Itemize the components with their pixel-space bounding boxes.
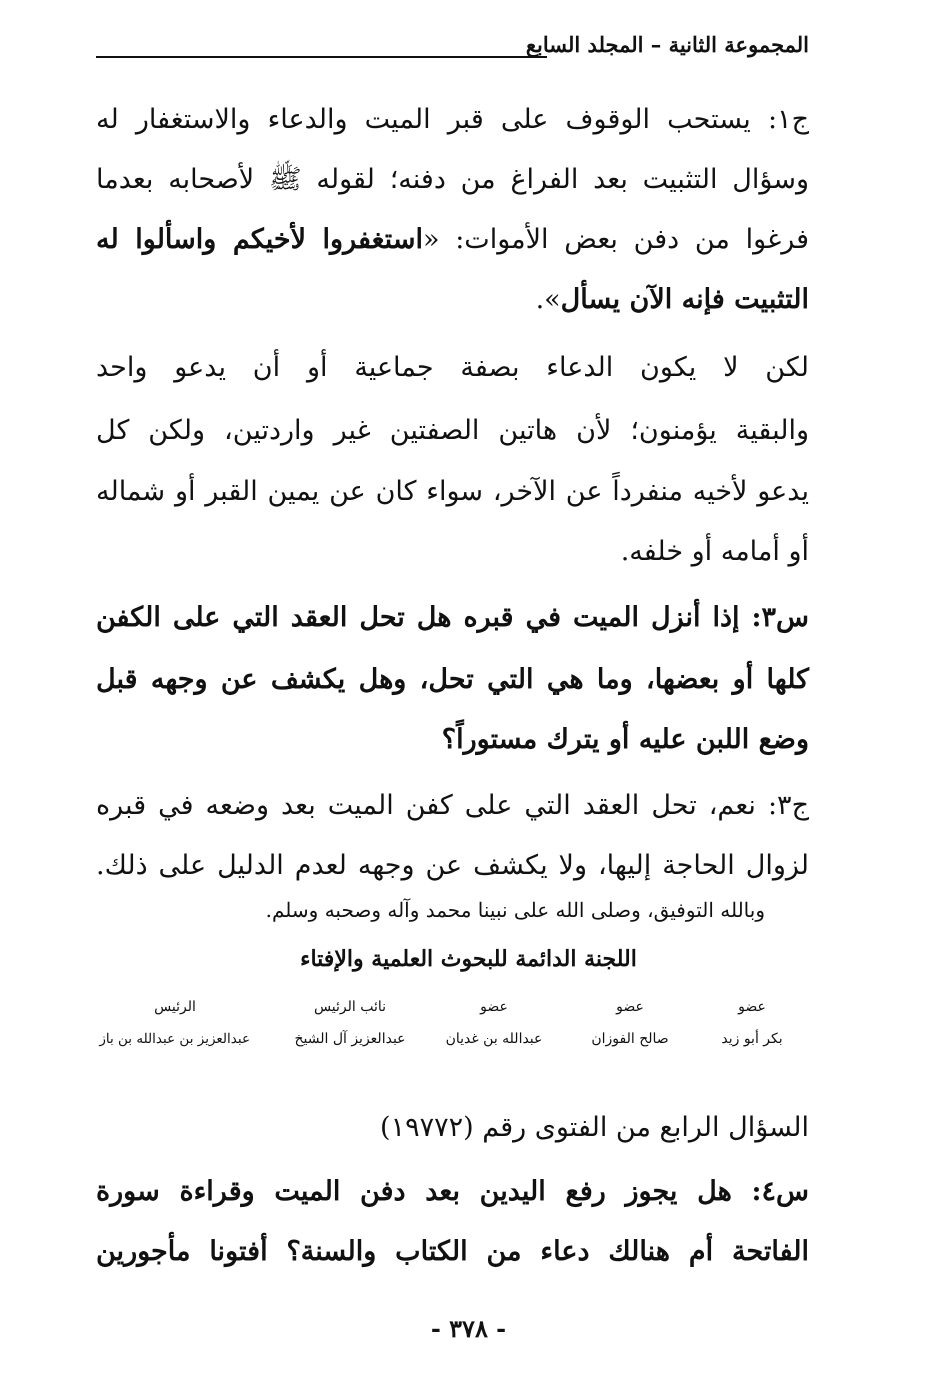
answer2-line-1: لكن لا يكون الدعاء بصفة جماعية أو أن يدعو واحد [96,352,809,383]
question3-line-2: كلها أو بعضها، وما هي التي تحل، وهل يكشف عن وجهه قبل [96,664,809,695]
header-title: المجموعة الثانية – المجلد السابع [525,32,809,57]
answer3-line-2: لزوال الحاجة إليها، ولا يكشف عن وجهه لعدم الدليل على ذلك. [96,850,809,881]
signer [560,992,700,1056]
signer-name: عبدالله بن غديان [445,1031,543,1047]
closing-line: وبالله التوفيق، وصلى الله على نبينا محمد وآله وصحبه وسلم. [265,898,765,922]
hadith-quote-end: ». [535,284,561,315]
signer-name: بكر أبو زيد [721,1031,783,1047]
header-rule [96,56,547,58]
page-number: - ٣٧٨ - [430,1314,507,1343]
answer2-line-3: يدعو لأخيه منفرداً عن الآخر، سواء كان عن يمين القبر أو شماله [96,476,809,507]
question4-line-2: الفاتحة أم هنالك دعاء من الكتاب والسنة؟ أفتونا مأجورين [96,1236,809,1267]
signer [100,992,250,1056]
question3-line-3: وضع اللبن عليه أو يترك مستوراً؟ [441,724,809,755]
signer [424,992,564,1056]
signer [280,992,420,1056]
answer1-line-2: وسؤال التثبيت بعد الفراغ من دفنه؛ لقوله ﷺ لأصحابه بعدما [96,164,809,195]
signer-role: عضو [738,999,766,1015]
answer2-line-2: والبقية يؤمنون؛ لأن هاتين الصفتين غير واردتين، ولكن كل [96,415,809,446]
answer1-line-3-text: فرغوا من دفن بعض الأموات: « [422,224,809,255]
signer-name: صالح الفوزان [591,1031,669,1047]
signer [682,992,822,1056]
answer1-line-1: ج١: يستحب الوقوف على قبر الميت والدعاء والاستغفار له [96,104,809,135]
question4-line-1: س٤: هل يجوز رفع اليدين بعد دفن الميت وقراءة سورة [96,1176,809,1207]
answer3-line-1: ج٣: نعم، تحل العقد التي على كفن الميت بعد وضعه في قبره [96,790,809,821]
signer-role: نائب الرئيس [313,999,387,1015]
signer-role: عضو [616,999,644,1015]
committee-name: اللجنة الدائمة للبحوث العلمية والإفتاء [300,946,637,972]
signer-role: عضو [480,999,508,1015]
hadith-quote-part2: التثبيت فإنه الآن يسأل [560,284,809,315]
fatwa-heading: السؤال الرابع من الفتوى رقم (١٩٧٧٢) [380,1112,809,1143]
answer1-line-4 [96,274,809,326]
signer-role: الرئيس [154,999,196,1015]
running-header [96,32,809,66]
answer1-line-3 [96,214,809,266]
question3-line-1: س٣: إذا أنزل الميت في قبره هل تحل العقد التي على الكفن [96,602,809,633]
signer-name: عبدالعزيز بن عبدالله بن باز [99,1031,250,1047]
answer2-line-4: أو أمامه أو خلفه. [620,536,809,567]
hadith-quote-part1: استغفروا لأخيكم واسألوا له [96,224,423,255]
signatories [99,992,802,1064]
signer-name: عبدالعزيز آل الشيخ [294,1031,406,1047]
